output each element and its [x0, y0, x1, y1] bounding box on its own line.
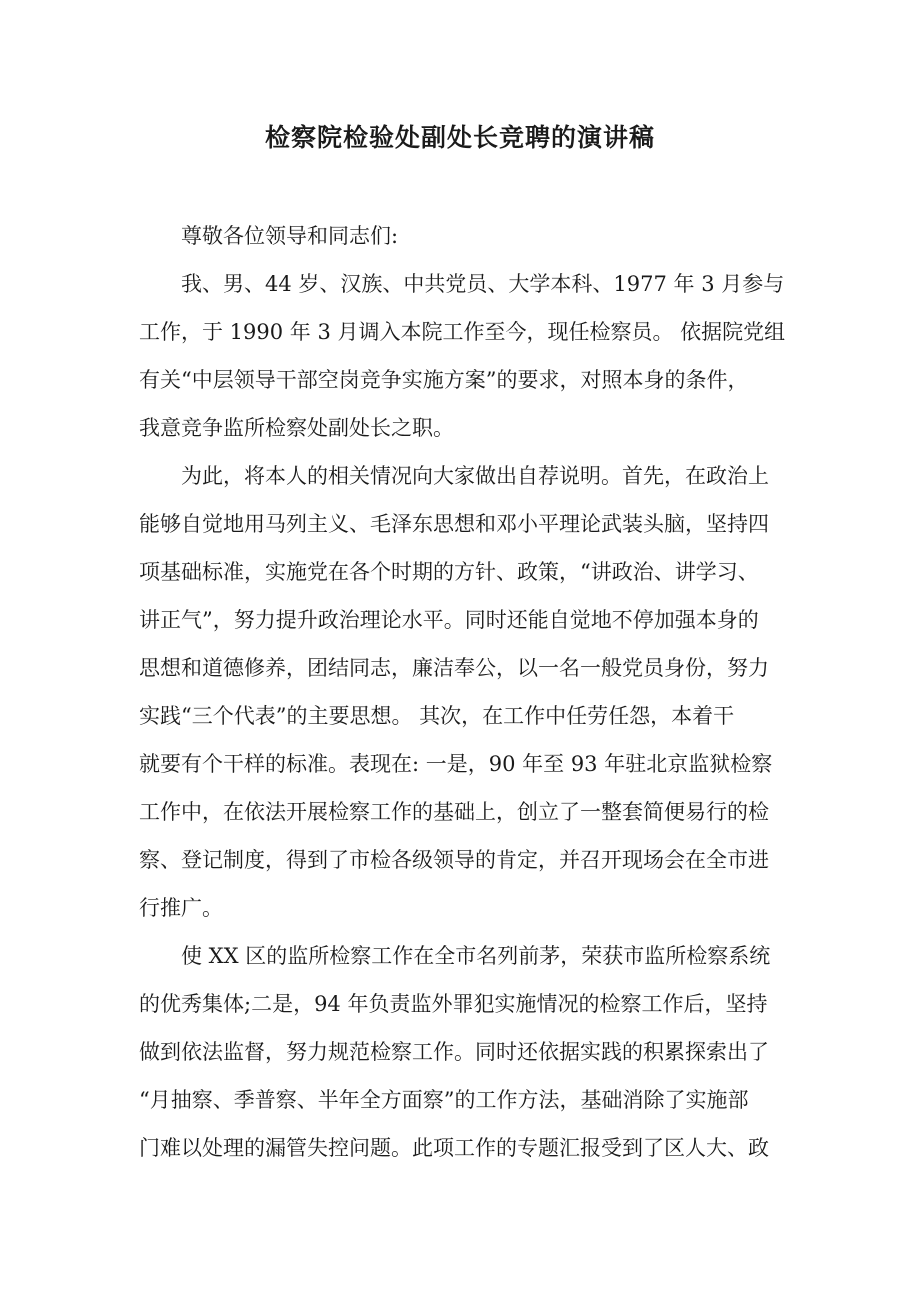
paragraph-2-line-5: 思想和道德修养，团结同志，廉洁奉公，以一名一般党员身份，努力 [139, 656, 769, 680]
paragraph-2-line-10: 行推广。 [139, 896, 223, 920]
paragraph-2-line-9: 察、登记制度，得到了市检各级领导的肯定，并召开现场会在全市进 [139, 848, 769, 872]
paragraph-1-line-3: 有关“中层领导干部空岗竞争实施方案”的要求，对照本身的条件， [139, 368, 749, 392]
paragraph-1-line-4: 我意竞争监所检察处副处长之职。 [139, 416, 454, 440]
paragraph-3-line-4: “月抽察、季普察、半年全方面察”的工作方法，基础消除了实施部 [139, 1088, 749, 1112]
paragraph-2-line-6: 实践“三个代表”的主要思想。 其次，在工作中任劳任怨，本着干 [139, 704, 735, 728]
paragraph-2-line-2: 能够自觉地用马列主义、毛泽东思想和邓小平理论武装头脑，坚持四 [139, 512, 769, 536]
document-body [139, 212, 791, 1172]
paragraph-2-line-8: 工作中，在依法开展检察工作的基础上，创立了一整套简便易行的检 [139, 800, 769, 824]
paragraph-3-line-3: 做到依法监督，努力规范检察工作。同时还依据实践的积累探索出了 [139, 1040, 769, 1064]
paragraph-3-line-2: 的优秀集体;二是，94 年负责监外罪犯实施情况的检察工作后，坚持 [139, 992, 768, 1016]
paragraph-2-line-7: 就要有个干样的标准。表现在: 一是，90 年至 93 年驻北京监狱检察 [139, 752, 773, 776]
salutation-line: 尊敬各位领导和同志们: [181, 224, 399, 248]
paragraph-3-line-1: 使 XX 区的监所检察工作在全市名列前茅，荣获市监所检察系统 [181, 944, 771, 968]
paragraph-1-line-1: 我、男、44 岁、汉族、中共党员、大学本科、1977 年 3 月参与 [181, 272, 785, 296]
paragraph-2-line-1: 为此，将本人的相关情况向大家做出自荐说明。首先，在政治上 [181, 464, 769, 488]
paragraph-2-line-3: 项基础标准，实施党在各个时期的方针、政策，“讲政治、讲学习、 [139, 560, 759, 584]
paragraph-1-line-2: 工作，于 1990 年 3 月调入本院工作至今，现任检察员。 依据院党组 [139, 320, 786, 344]
paragraph-2-line-4: 讲正气”，努力提升政治理论水平。同时还能自觉地不停加强本身的 [139, 608, 759, 632]
document-title: 检察院检验处副处长竞聘的演讲稿 [264, 123, 655, 152]
paragraph-3-line-5: 门难以处理的漏管失控问题。此项工作的专题汇报受到了区人大、政 [139, 1136, 769, 1160]
